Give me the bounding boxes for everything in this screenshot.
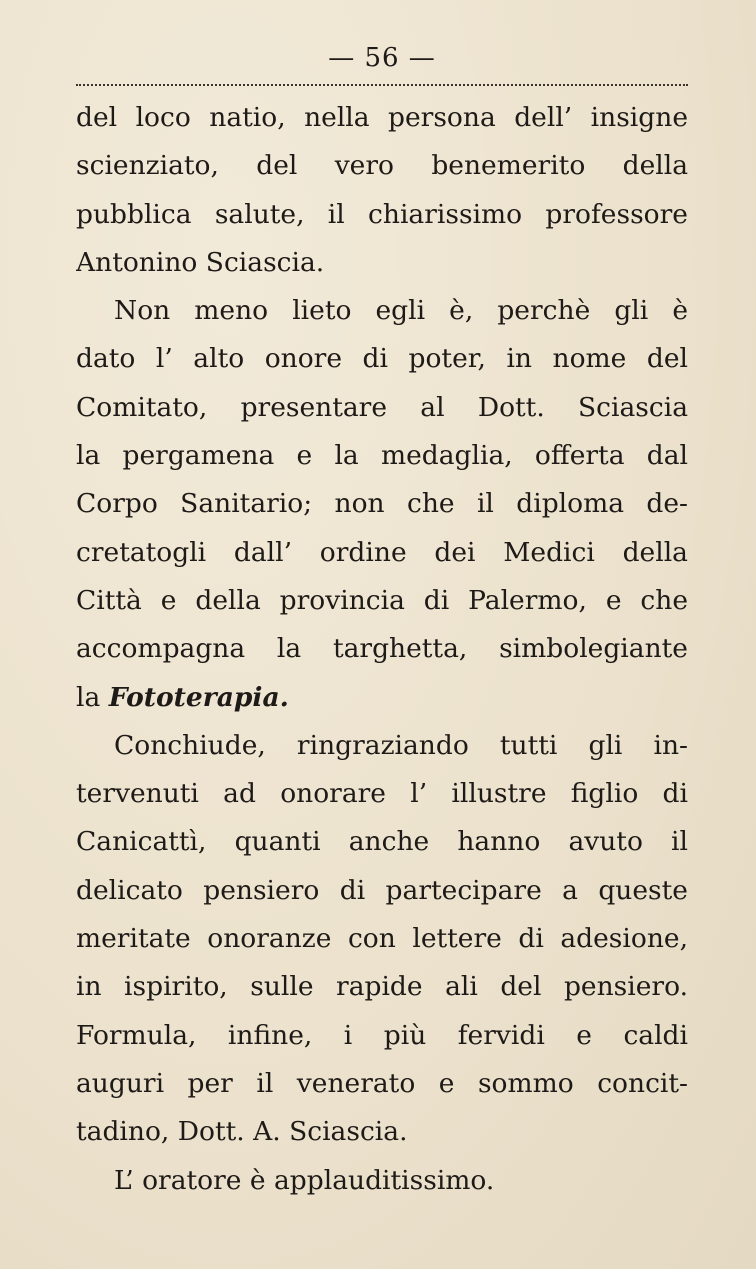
text-line: in ispirito, sulle rapide ali del pensiero. <box>76 971 688 1003</box>
text-line: Non meno lieto egli è, perchè gli è <box>114 295 688 327</box>
text-line: scienziato, del vero benemerito della <box>76 150 688 182</box>
text-line: pubblica salute, il chiarissimo professore <box>76 198 688 230</box>
text-line: Antonino Sciascia. <box>76 246 325 278</box>
text-line: delicato pensiero di partecipare a queste <box>76 874 688 906</box>
header-rule <box>76 84 688 86</box>
text-line: Comitato, presentare al Dott. Sciascia <box>76 391 688 423</box>
text-line: Corpo Sanitario; non che il diploma de- <box>76 488 688 520</box>
text-line <box>76 674 688 722</box>
text-line: meritate onoranze con lettere di adesione, <box>76 923 688 955</box>
text-line: Canicattì, quanti anche hanno avuto il <box>76 826 688 858</box>
text-line: accompagna la targhetta, simbolegiante <box>76 633 688 665</box>
text-line: Città e della provincia di Palermo, e che <box>76 584 688 616</box>
text-line: dato l’ alto onore di poter, in nome del <box>76 343 688 375</box>
text-line: Formula, infine, i più fervidi e caldi <box>76 1019 688 1051</box>
book-page <box>76 38 688 1205</box>
text-line: tervenuti ad onorare l’ illustre figlio di <box>76 778 688 810</box>
text-line: la pergamena e la medaglia, offerta dal <box>76 440 688 472</box>
text-line: L’ oratore è applauditissimo. <box>114 1164 495 1196</box>
italic-term: Fototerapia. <box>108 681 289 713</box>
text-line: cretatogli dall’ ordine dei Medici della <box>76 536 688 568</box>
page-text <box>76 94 688 1205</box>
text-line: tadino, Dott. A. Sciascia. <box>76 1116 408 1148</box>
text-line: Conchiude, ringraziando tutti gli in- <box>114 729 688 761</box>
text-fragment: la <box>76 681 109 713</box>
text-line: del loco natio, nella persona dell’ insigne <box>76 102 688 133</box>
text-line: auguri per il venerato e sommo concit- <box>76 1067 688 1099</box>
page-number: — 56 — <box>328 43 436 73</box>
